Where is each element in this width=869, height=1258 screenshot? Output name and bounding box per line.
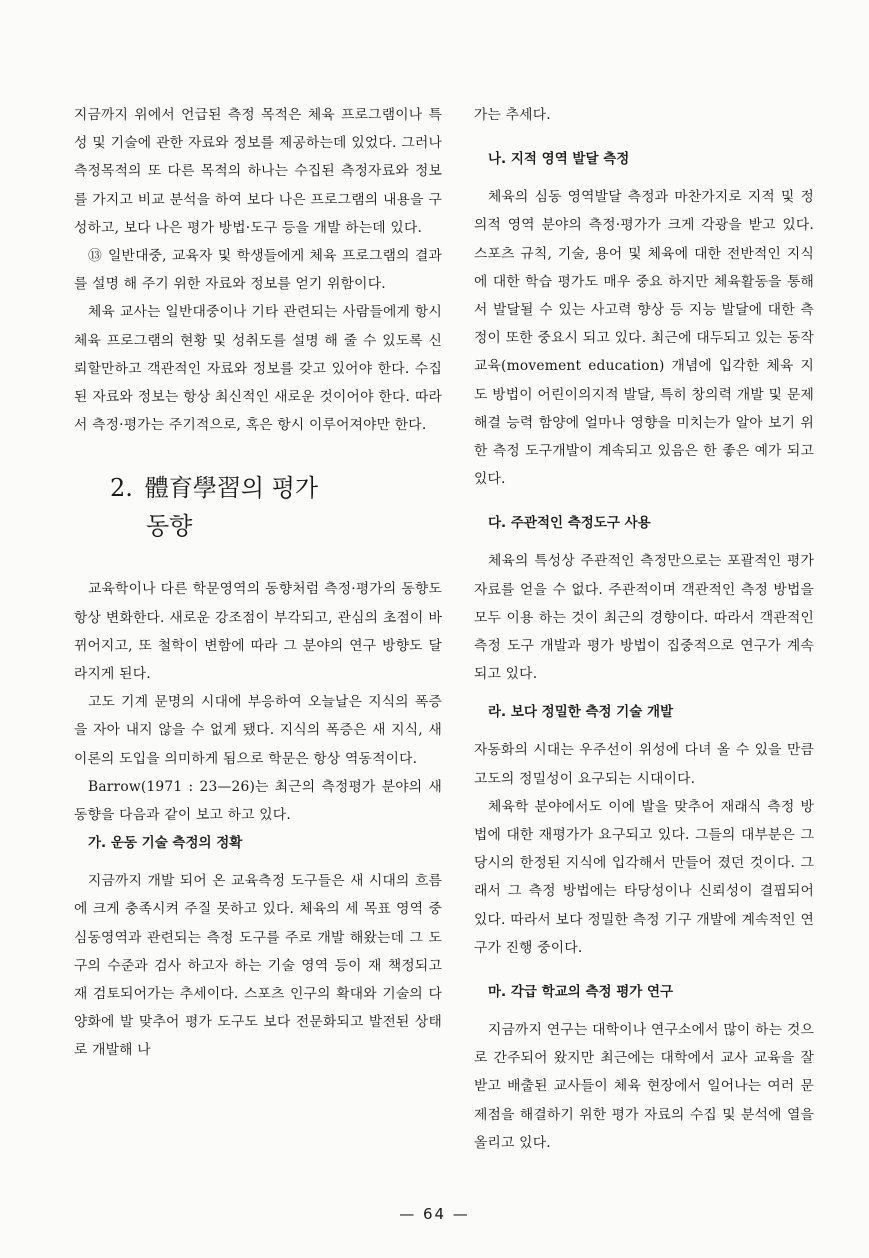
paragraph: 체육의 특성상 주관적인 측정만으로는 포괄적인 평가 자료를 얻을 수 없다. 주관적이며 객관적인 측정 방법을 모두 이용 하는 것이 최근의 경향이다. 따라서 객관적인 측정 도구 개발과 평가 방법이 집중적으로 연구가 계속되고 있다. bbox=[474, 553, 814, 683]
section-heading-na: 나. 지적 영역 발달 측정 bbox=[488, 151, 630, 168]
paragraph: 체육 교사는 일반대중이나 기타 관련되는 사람들에게 항시 체육 프로그램의 현황 및 성취도를 설명 해 줄 수 있도록 신뢰할만하고 객관적인 자료와 정보를 갖고 있어야 한다. 수집된 자료와 정보는 항상 최신적인 새로운 것이어야 한다. 따라서 측정·평가는 주기적으로, 혹은 항시 이루어져야만 한다. bbox=[74, 304, 442, 434]
paragraph: 고도 기계 문명의 시대에 부응하여 오늘날은 지식의 폭증을 자아 내지 않을 수 없게 됐다. 지식의 폭증은 새 지식, 새 이론의 도입을 의미하게 됨으로 학문은 항상 역동적이다. bbox=[74, 694, 442, 767]
chapter-number: 2. bbox=[110, 474, 133, 503]
section-heading-ra: 라. 보다 정밀한 측정 기술 개발 bbox=[488, 704, 674, 721]
paragraph: 지금까지 위에서 언급된 측정 목적은 체육 프로그램이나 특성 및 기술에 관한 자료와 정보를 제공하는데 있었다. 그러나 측정목적의 또 다른 목적의 하나는 수집된 측정자료와 정보를 가지고 비교 분석을 하여 보다 나은 프로그램의 내용을 구성하고, 보다 나은 평가 방법·도구 등을 개발 하는데 있다. bbox=[74, 107, 442, 236]
paragraph: 지금까지 개발 되어 온 교육측정 도구들은 새 시대의 흐름에 크게 충족시켜 주질 못하고 있다. 체육의 세 목표 영역 중 심동영역과 관련되는 측정 도구를 주로 개발 해왔는데 그 도구의 수준과 검사 하고자 하는 기술 영역 등이 재 책정되고 재 검토되어가는 추세이다. 스포츠 인구의 확대와 기술의 다양화에 발 맞추어 평가 도구도 보다 전문화되고 발전된 상태로 개발해 나 bbox=[74, 873, 442, 1059]
paragraph: 교육학이나 다른 학문영역의 동향처럼 측정·평가의 동향도 항상 변화한다. 새로운 강조점이 부각되고, 관심의 초점이 바뀌어지고, 또 철학이 변함에 따라 그 분야의 연구 방향도 달라지게 된다. bbox=[74, 581, 442, 683]
paragraph: 지금까지 연구는 대학이나 연구소에서 많이 하는 것으로 간주되어 왔지만 최근에는 대학에서 교사 교육을 잘 받고 배출된 교사들이 체육 현장에서 일어나는 여러 문제점을 해결하기 위한 평가 자료의 수집 및 분석에 열을 올리고 있다. bbox=[474, 1022, 814, 1151]
paragraph: Barrow(1971 : 23—26)는 최근의 측정평가 분야의 새 동향을 다음과 같이 보고 하고 있다. bbox=[74, 778, 442, 824]
paragraph: 자동화의 시대는 우주선이 위성에 다녀 올 수 있을 만큼 고도의 정밀성이 요구되는 시대이다. bbox=[474, 742, 814, 787]
page-number: — 64 — bbox=[399, 1205, 470, 1223]
paragraph: ⑬ 일반대중, 교육자 및 학생들에게 체육 프로그램의 결과를 설명 해 주기 위한 자료와 정보를 얻기 위함이다. bbox=[74, 248, 442, 293]
chapter-heading bbox=[110, 469, 442, 545]
chapter-title-line1: 體育學習의 평가 bbox=[144, 474, 319, 503]
section-heading-da: 다. 주관적인 측정도구 사용 bbox=[488, 515, 651, 532]
paragraph: 체육의 심동 영역발달 측정과 마찬가지로 지적 및 정의적 영역 분야의 측정·평가가 크게 각광을 받고 있다. 스포츠 규칙, 기술, 용어 및 체육에 대한 전반적인 지식에 대한 학습 평가도 매우 중요 하지만 체육활동을 통해서 발달될 수 있는 사고력 향상 등 지능 발달에 대한 측정이 또한 중요시 되고 있다. 최근에 대두되고 있는 동작 교육(movement education) 개념에 입각한 체육 지도 방법이 어린이의지적 발달, 특히 창의력 개발 및 문제 해결 능력 함양에 얼마나 영향을 미치는가 알아 보기 위한 측정 도구개발이 계속되고 있음은 한 좋은 예가 되고 있다. bbox=[474, 189, 814, 488]
right-column bbox=[474, 101, 814, 1157]
paragraph: 가는 추세다. bbox=[474, 107, 551, 123]
paragraph: 체육학 분야에서도 이에 발을 맞추어 재래식 측정 방법에 대한 재평가가 요구되고 있다. 그들의 대부분은 그 당시의 한정된 지식에 입각해서 만들어 졌던 것이다. 그래서 그 측정 방법에는 타당성이나 신뢰성이 결핍되어 있다. 따라서 보다 정밀한 측정 기구 개발에 계속적인 연구가 진행 중이다. bbox=[474, 798, 814, 956]
left-column bbox=[74, 101, 442, 1065]
section-heading-ma: 마. 각급 학교의 측정 평가 연구 bbox=[488, 984, 674, 1001]
chapter-title-line2: 동향 bbox=[146, 512, 193, 541]
section-heading-ga: 가. 운동 기술 측정의 정확 bbox=[88, 835, 243, 852]
